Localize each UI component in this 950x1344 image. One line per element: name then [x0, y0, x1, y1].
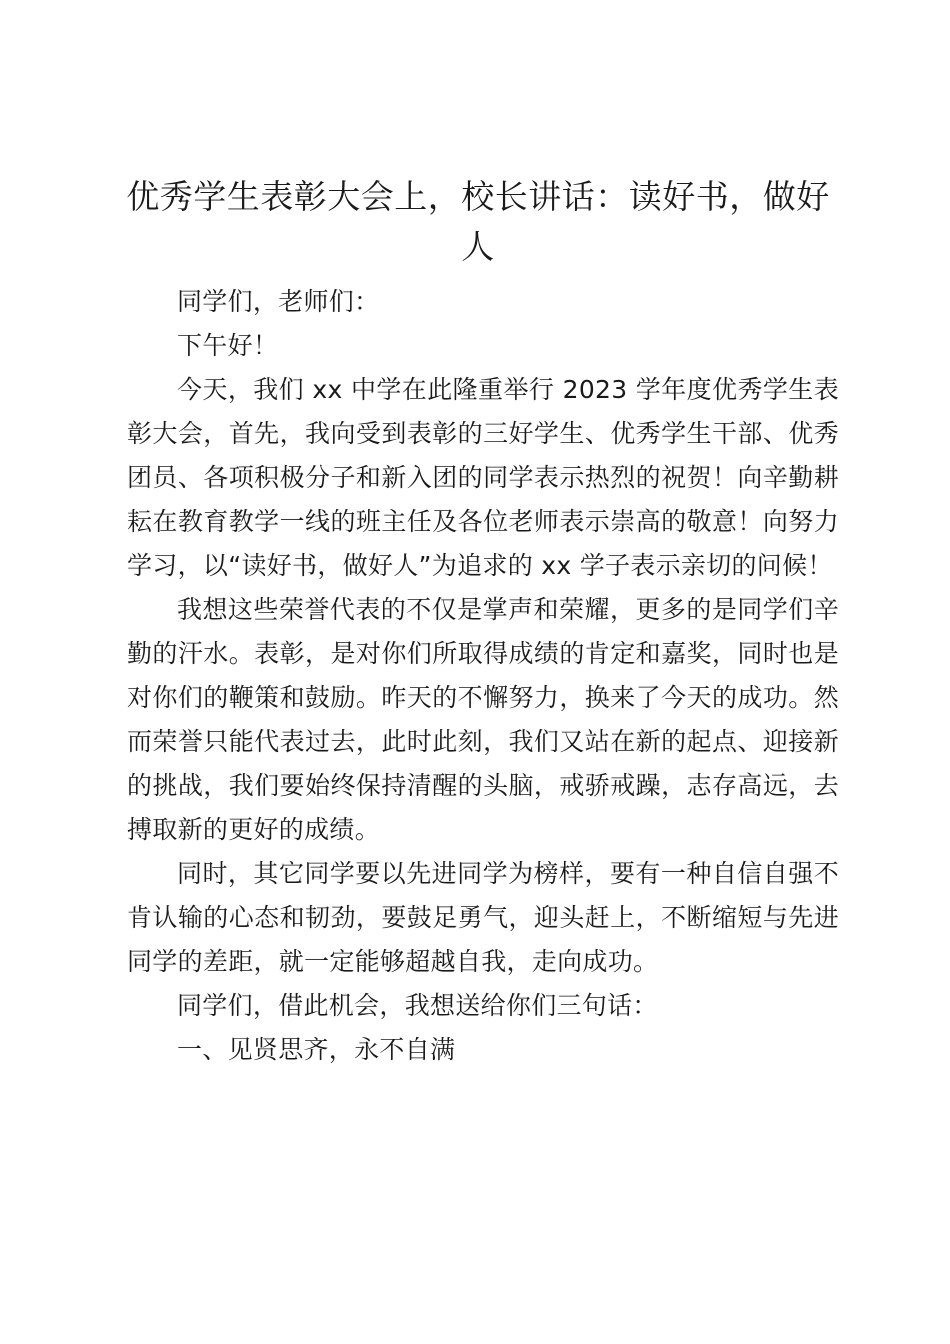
- section-heading: 一、见贤思齐，永不自满: [177, 1035, 456, 1064]
- honor-paragraph: 我想这些荣誉代表的不仅是掌声和荣耀，更多的是同学们辛勤的汗水。表彰，是对你们所取得成绩的肯定和嘉奖，同时也是对你们的鞭策和鼓励。昨天的不懈努力，换来了今天的成功。然而荣誉只能代表过去，此时此刻，我们又站在新的起点、迎接新的挑战，我们要始终保持清醒的头脑，戒骄戒躁，志存高远，去搏取新的更好的成绩。: [127, 595, 839, 844]
- opening-paragraph: 今天，我们 xx 中学在此隆重举行 2023 学年度优秀学生表彰大会，首先，我向受到表彰的三好学生、优秀学生干部、优秀团员、各项积极分子和新入团的同学表示热烈的祝贺！向辛勤耕耘在教育教学一线的班主任及各位老师表示崇高的敬意！向努力学习，以“读好书，做好人”为追求的 xx 学子表示亲切的问候！: [127, 375, 839, 580]
- transition-paragraph: 同学们，借此机会，我想送给你们三句话：: [177, 991, 658, 1020]
- encouragement-paragraph: 同时，其它同学要以先进同学为榜样，要有一种自信自强不肯认输的心态和韧劲，要鼓足勇气，迎头赶上，不断缩短与先进同学的差距，就一定能够超越自我，走向成功。: [127, 859, 839, 976]
- salutation-paragraph: 下午好！: [177, 331, 279, 360]
- document-title: 优秀学生表彰大会上，校长讲话：读好书，做好人: [126, 177, 830, 266]
- greeting-paragraph: 同学们，老师们：: [177, 287, 380, 316]
- document-body: [127, 280, 839, 1072]
